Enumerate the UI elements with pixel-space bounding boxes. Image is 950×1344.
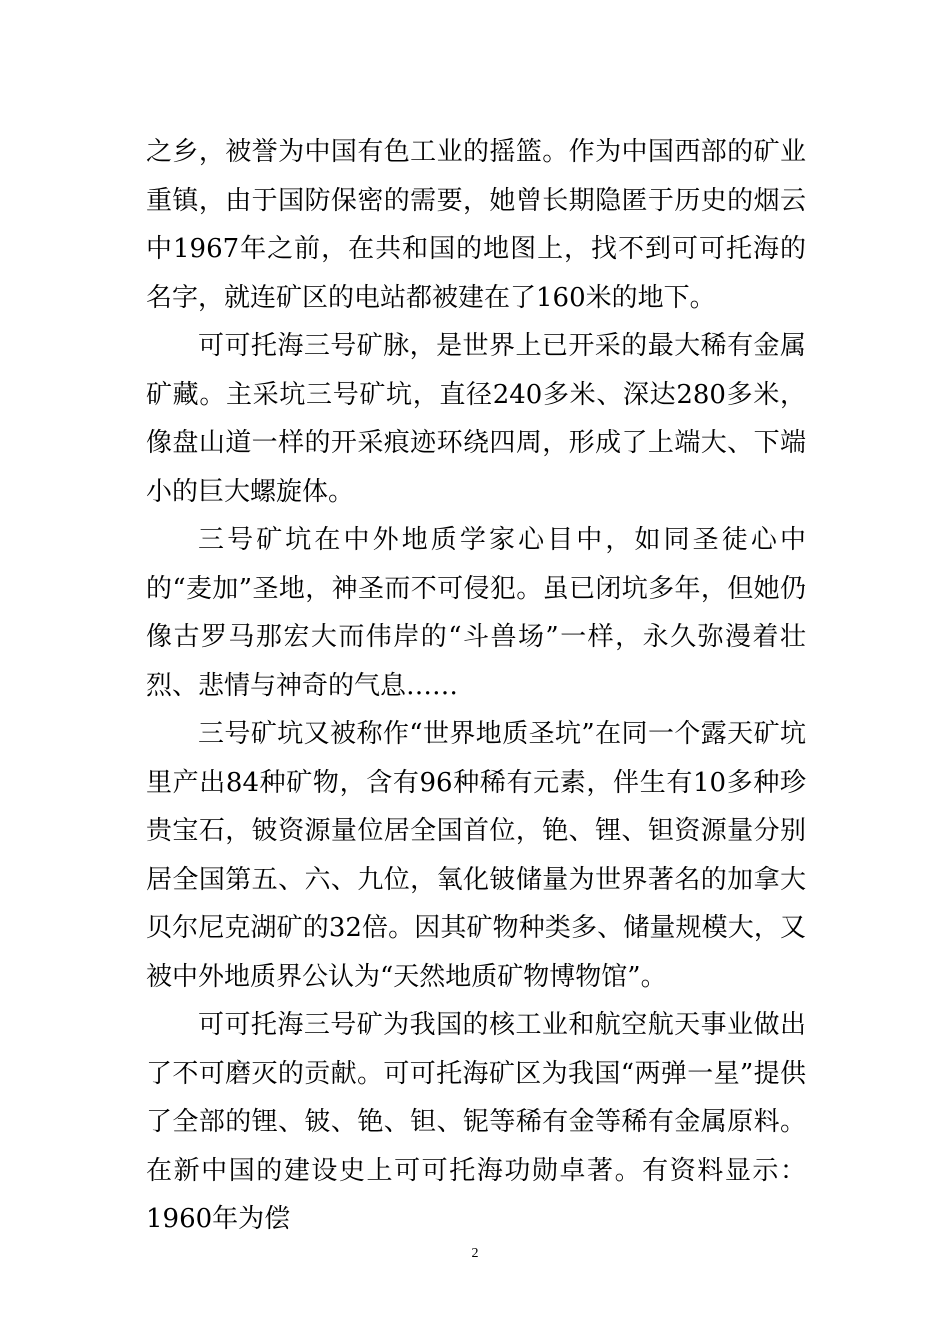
page-number: 2 [471,1246,479,1261]
paragraph-2: 可可托海三号矿脉，是世界上已开采的最大稀有金属矿藏。主采坑三号矿坑，直径240多米、深达280多米，像盘山道一样的开采痕迹环绕四周，形成了上端大、下端小的巨大螺旋体。 [146,331,806,507]
document-body [146,128,806,1244]
paragraph-4: 三号矿坑又被称作“世界地质圣坑”在同一个露天矿坑里产出84种矿物，含有96种稀有元素，伴生有10多种珍贵宝石，铍资源量位居全国首位，铯、锂、钽资源量分别居全国第五、六、九位，氧化铍储量为世界著名的加拿大贝尔尼克湖矿的32倍。因其矿物种类多、储量规模大，又被中外地质界公认为“天然地质矿物博物馆”。 [146,719,806,992]
paragraph-5: 可可托海三号矿为我国的核工业和航空航天事业做出了不可磨灭的贡献。可可托海矿区为我国“两弹一星”提供了全部的锂、铍、铯、钽、铌等稀有金等稀有金属原料。在新中国的建设史上可可托海功勋卓著。有资料显示：1960年为偿 [146,1010,806,1234]
paragraph-1: 之乡，被誉为中国有色工业的摇篮。作为中国西部的矿业重镇，由于国防保密的需要，她曾长期隐匿于历史的烟云中1967年之前，在共和国的地图上，找不到可可托海的名字，就连矿区的电站都被建在了160米的地下。 [146,137,806,313]
paragraph-3: 三号矿坑在中外地质学家心目中，如同圣徒心中的“麦加”圣地，神圣而不可侵犯。虽已闭坑多年，但她仍像古罗马那宏大而伟岸的“斗兽场”一样，永久弥漫着壮烈、悲情与神奇的气息…… [146,525,806,701]
